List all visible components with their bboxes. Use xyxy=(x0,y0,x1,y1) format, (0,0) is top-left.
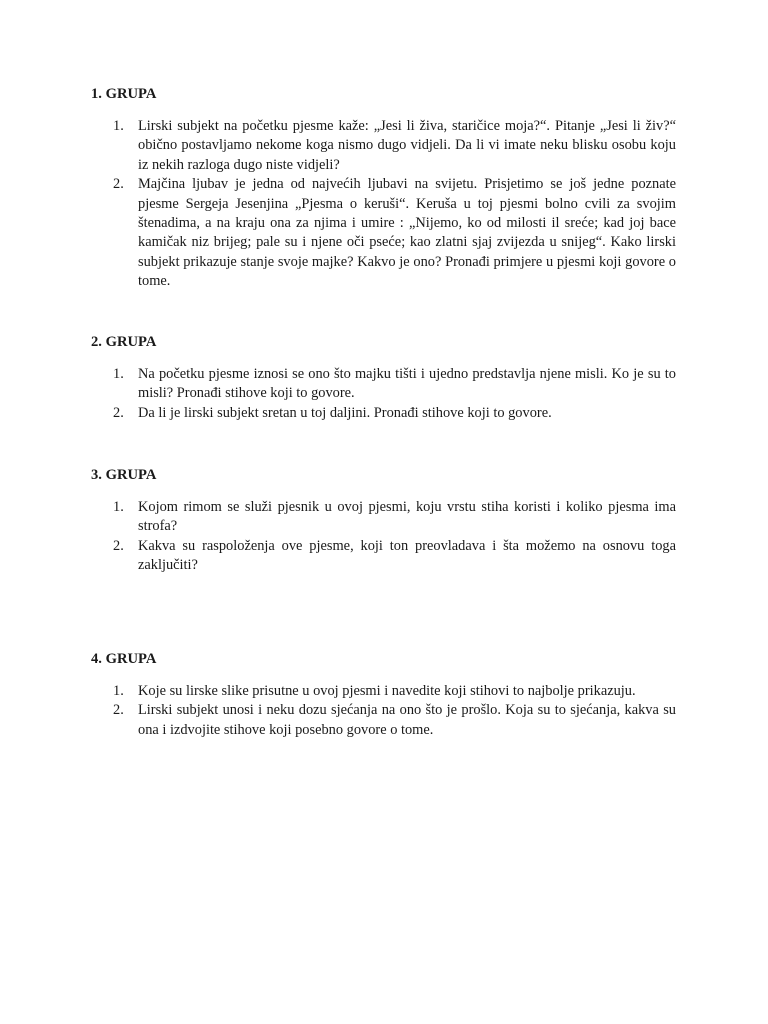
item-text: Lirski subjekt na početku pjesme kaže: „Jesi li živa, staričice moja?“. Pitanje „Jesi li živ?“ obično postavljamo nekome koga nismo dugo vidjeli. Da li vi imate neku blisku osobu koju iz nekih razloga dugo niste vidjeli? xyxy=(138,118,676,173)
list-item xyxy=(91,701,676,740)
item-number: 1. xyxy=(113,366,124,382)
item-text: Kakva su raspoloženja ove pjesme, koji ton preovladava i šta možemo na osnovu toga zaključiti? xyxy=(138,537,676,574)
item-number: 2. xyxy=(113,537,124,554)
group-1 xyxy=(91,85,676,292)
list-item xyxy=(91,537,676,576)
item-number: 1. xyxy=(113,118,124,134)
group-title: 1. GRUPA xyxy=(91,86,157,102)
list-item xyxy=(91,498,676,537)
item-text: Koje su lirske slike prisutne u ovoj pjesmi i navedite koji stihovi to najbolje prikazuju. xyxy=(138,683,636,699)
item-text: Da li je lirski subjekt sretan u toj daljini. Pronađi stihove koji to govore. xyxy=(138,404,552,421)
item-text: Majčina ljubav je jedna od najvećih ljubavi na svijetu. Prisjetimo se još jedne poznate pjesme Sergeja Jesenjina „Pjesma o keruši“. Keruša u toj pjesmi bolno cvili za svojim štenadima, a na kraju ona za njima i umire : „Nijemo, ko od milosti il sreće; kad joj bace kamičak niz brijeg; pale su i njene oči pseće; kao zlatni sjaj zvijezda u snijeg“. Kako lirski subjekt prikazuje stanje svoje majke? Kakvo je ono? Pronađi primjere u pjesmi koji govore o tome. xyxy=(138,176,676,290)
item-text: Na početku pjesme iznosi se ono što majku tišti i ujedno predstavlja njene misli. Ko je su to misli? Pronađi stihove koji to govore. xyxy=(138,366,676,402)
group-title: 3. GRUPA xyxy=(91,467,157,483)
list-item xyxy=(91,117,676,175)
item-number: 2. xyxy=(113,404,124,421)
item-number: 1. xyxy=(113,499,124,515)
item-number: 2. xyxy=(113,702,124,719)
group-4 xyxy=(91,650,676,740)
list-item xyxy=(91,365,676,404)
list-item xyxy=(91,682,676,701)
group-title: 4. GRUPA xyxy=(91,651,157,667)
group-title: 2. GRUPA xyxy=(91,334,157,350)
group-3 xyxy=(91,466,676,576)
group-2 xyxy=(91,333,676,423)
question-list xyxy=(91,117,676,292)
list-item xyxy=(91,175,676,291)
question-list xyxy=(91,498,676,576)
item-text: Lirski subjekt unosi i neku dozu sjećanja na ono što je prošlo. Koja su to sjećanja, kakva su ona i izdvojite stihove koji posebno govore o tome. xyxy=(138,702,676,738)
question-list xyxy=(91,365,676,423)
item-number: 1. xyxy=(113,683,124,699)
question-list xyxy=(91,682,676,740)
item-text: Kojom rimom se služi pjesnik u ovoj pjesmi, koju vrstu stiha koristi i koliko pjesma ima strofa? xyxy=(138,499,676,535)
item-number: 2. xyxy=(113,176,124,193)
list-item xyxy=(91,404,676,423)
